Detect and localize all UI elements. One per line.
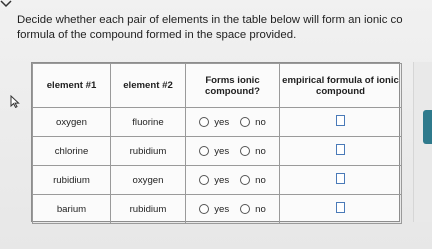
- no-label: no: [255, 203, 266, 215]
- no-option[interactable]: [240, 175, 266, 186]
- no-radio[interactable]: [240, 204, 250, 214]
- instructions-line-1: Decide whether each pair of elements in the table below will form an ionic co: [17, 14, 403, 26]
- yes-label: yes: [214, 145, 230, 157]
- no-option[interactable]: [240, 146, 266, 157]
- formula-input[interactable]: [336, 202, 345, 213]
- no-label: no: [255, 116, 266, 128]
- no-radio[interactable]: [240, 117, 250, 127]
- yes-radio[interactable]: [199, 175, 209, 185]
- no-radio[interactable]: [240, 175, 250, 185]
- yes-option[interactable]: [199, 204, 229, 215]
- table-row: [33, 137, 402, 166]
- yes-no-group: [186, 117, 279, 128]
- forms-ionic-cell: [186, 137, 280, 166]
- header-element-2: element #2: [111, 64, 186, 108]
- formula-cell: [280, 195, 402, 224]
- header-forms-ionic: Forms ionic compound?: [186, 64, 280, 108]
- yes-radio[interactable]: [199, 204, 209, 214]
- yes-label: yes: [214, 174, 230, 186]
- formula-cell: [280, 108, 402, 137]
- element-1-cell: oxygen: [33, 108, 111, 137]
- forms-ionic-cell: [186, 108, 280, 137]
- formula-input[interactable]: [336, 115, 345, 126]
- element-1-cell: chlorine: [33, 137, 111, 166]
- instructions-line-2: formula of the compound formed in the space provided.: [17, 29, 297, 41]
- yes-radio[interactable]: [199, 146, 209, 156]
- compound-table: [31, 62, 400, 222]
- no-radio[interactable]: [240, 146, 250, 156]
- no-option[interactable]: [240, 117, 266, 128]
- yes-label: yes: [214, 203, 230, 215]
- header-element-1: element #1: [33, 64, 111, 108]
- no-option[interactable]: [240, 204, 266, 215]
- element-2-cell: rubidium: [111, 195, 186, 224]
- chevron-icon[interactable]: [0, 0, 12, 8]
- no-label: no: [255, 145, 266, 157]
- formula-input[interactable]: [336, 173, 345, 184]
- element-1-cell: barium: [33, 195, 111, 224]
- formula-input[interactable]: [336, 144, 345, 155]
- forms-ionic-cell: [186, 166, 280, 195]
- side-tab-button[interactable]: [423, 110, 432, 144]
- mouse-pointer-icon: [10, 95, 21, 108]
- element-1-cell: rubidium: [33, 166, 111, 195]
- yes-option[interactable]: [199, 175, 229, 186]
- yes-radio[interactable]: [199, 117, 209, 127]
- element-2-cell: oxygen: [111, 166, 186, 195]
- table-row: [33, 195, 402, 224]
- yes-option[interactable]: [199, 117, 229, 128]
- table-body: [33, 108, 402, 224]
- formula-cell: [280, 166, 402, 195]
- header-empirical-formula: empirical formula of ionic compound: [280, 64, 402, 108]
- yes-no-group: [186, 204, 279, 215]
- element-2-cell: fluorine: [111, 108, 186, 137]
- forms-ionic-cell: [186, 195, 280, 224]
- yes-no-group: [186, 146, 279, 157]
- yes-no-group: [186, 175, 279, 186]
- instructions: [17, 13, 432, 43]
- formula-cell: [280, 137, 402, 166]
- no-label: no: [255, 174, 266, 186]
- table-row: [33, 166, 402, 195]
- yes-label: yes: [214, 116, 230, 128]
- element-2-cell: rubidium: [111, 137, 186, 166]
- table-row: [33, 108, 402, 137]
- yes-option[interactable]: [199, 146, 229, 157]
